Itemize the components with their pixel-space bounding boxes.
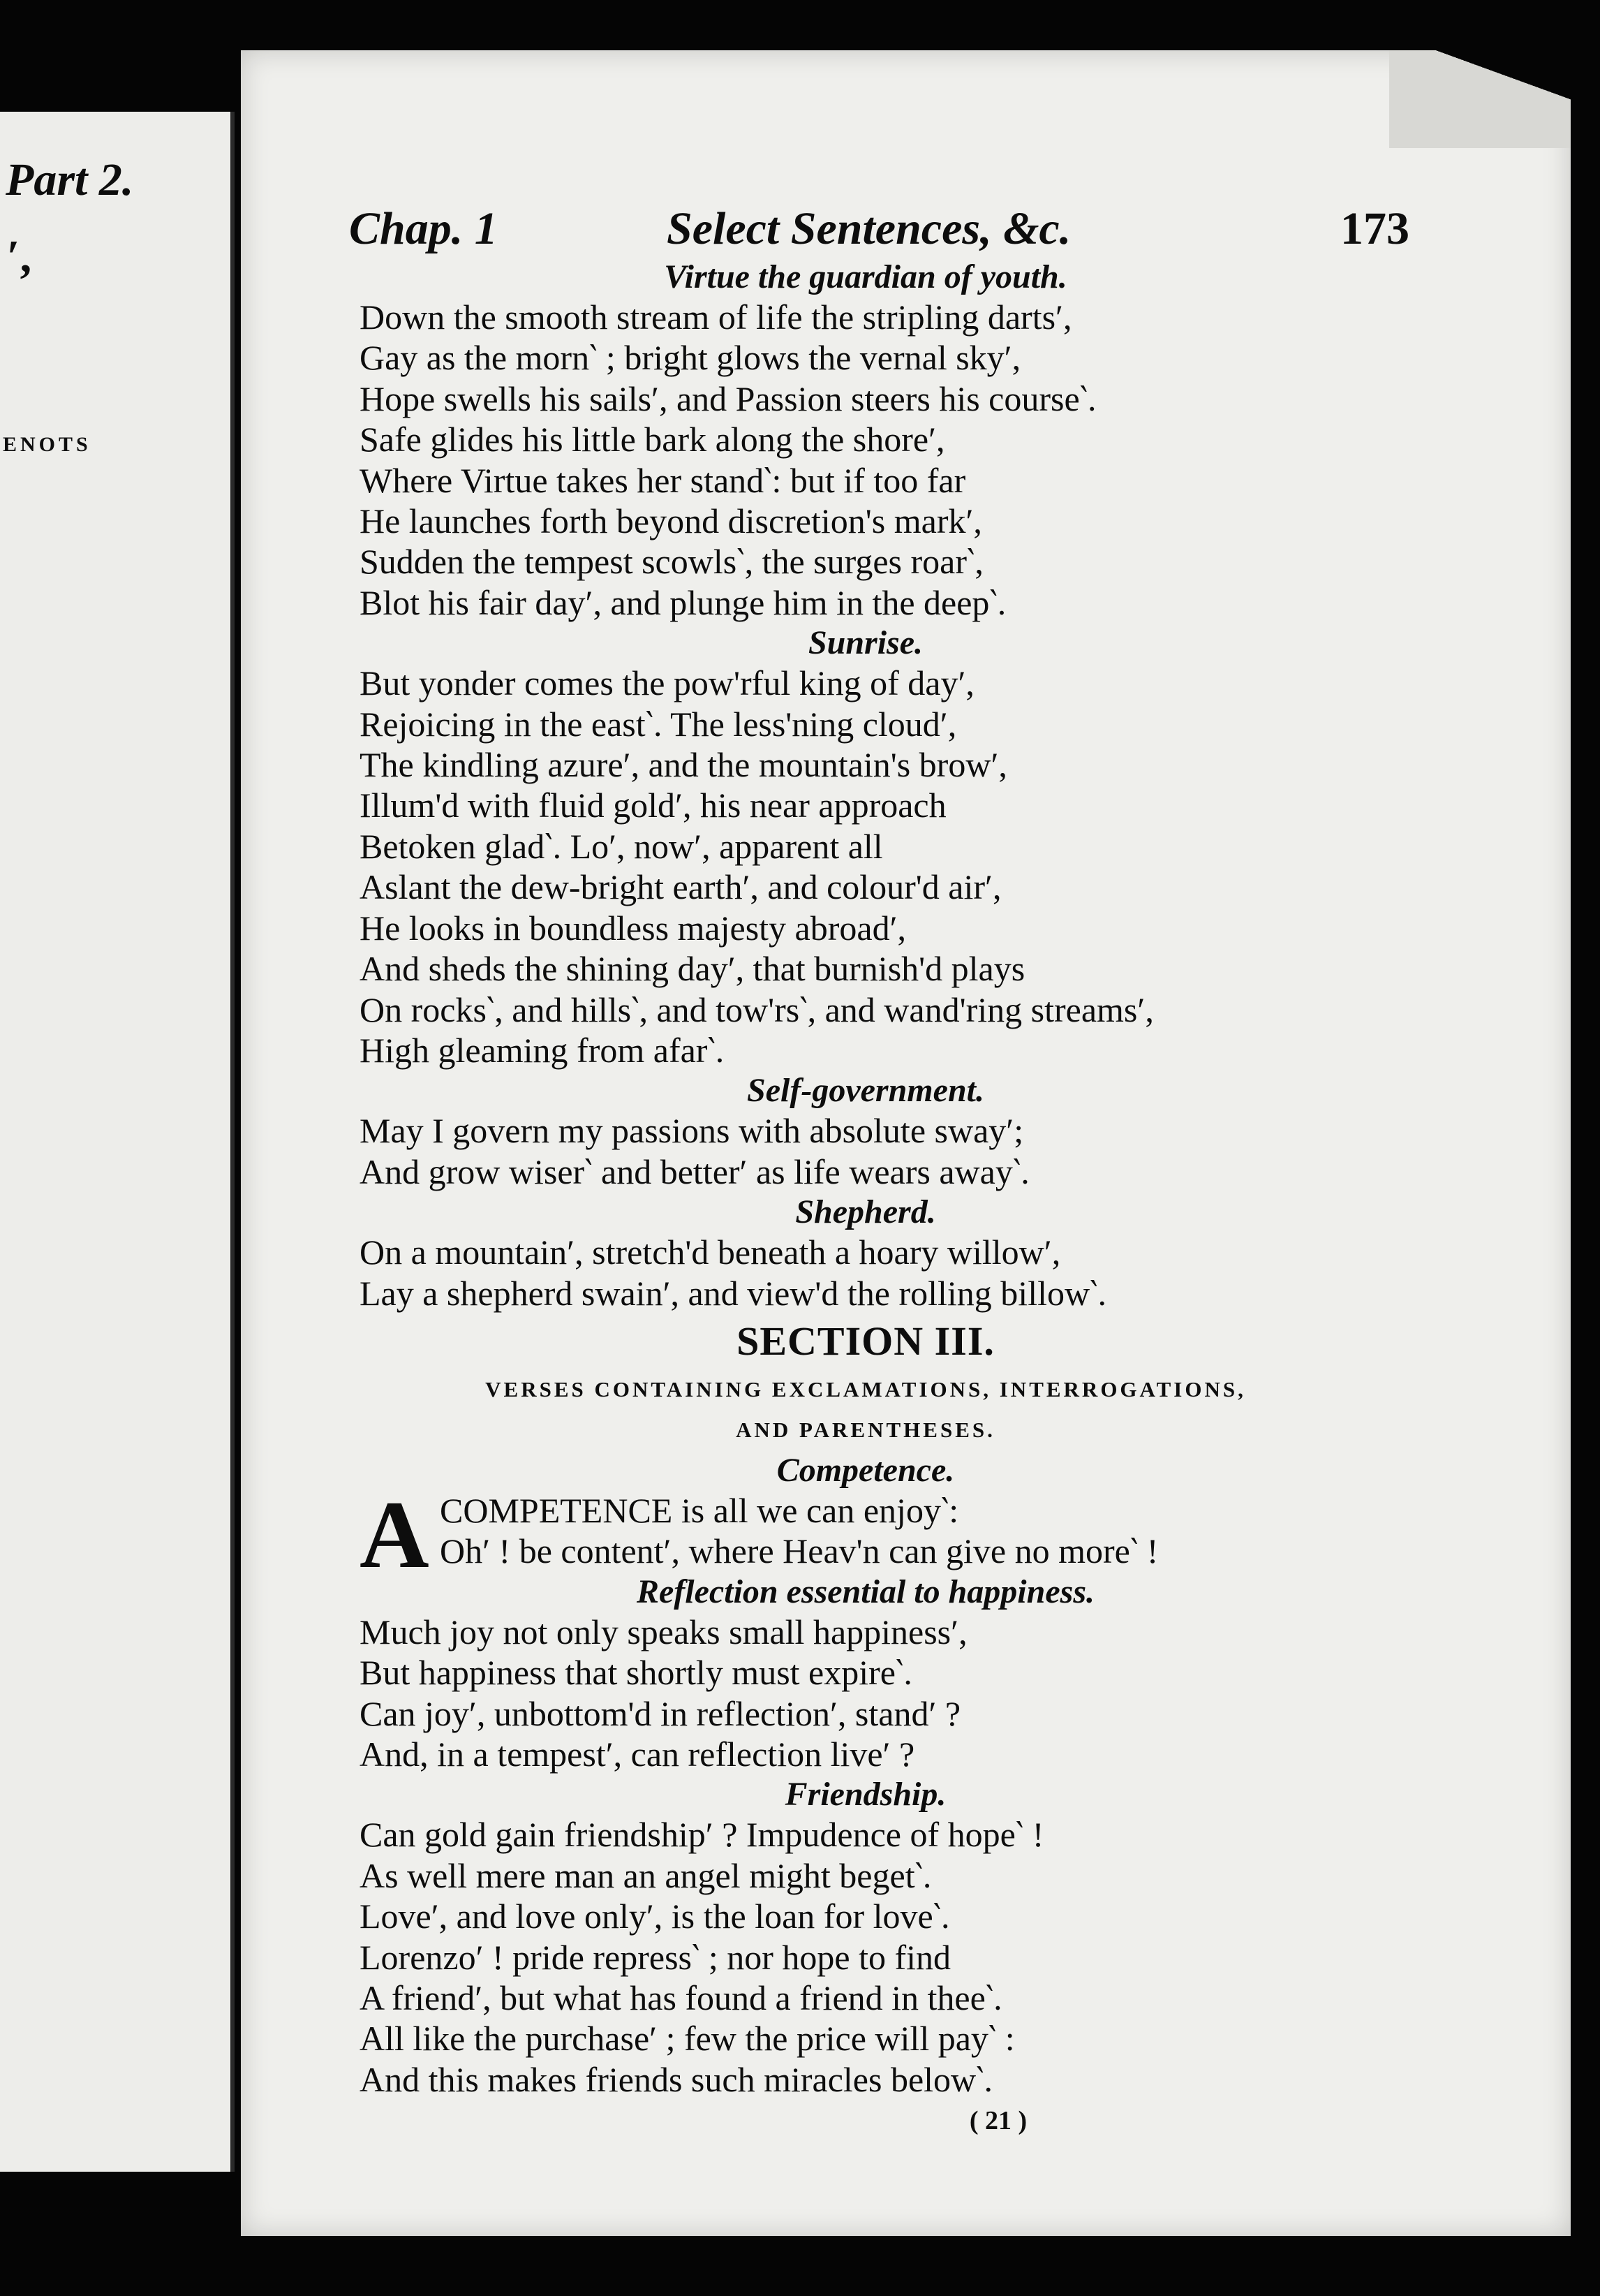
left-page-mark: ′, (7, 231, 32, 282)
verse-line: Gay as the morn‵ ; bright glows the vernal sky′, (360, 338, 1021, 378)
competence-stanza (360, 1480, 1372, 1588)
verse-line: As well mere man an angel might beget‵. (360, 1855, 932, 1895)
verse-line: He looks in boundless majesty abroad′, (360, 908, 907, 948)
verse-line: On rocks‵, and hills‵, and tow'rs‵, and wand'ring streams′, (360, 989, 1154, 1029)
poem-heading-virtue: Virtue the guardian of youth. (664, 258, 1067, 295)
verse-line: May I govern my passions with absolute sway′; (360, 1111, 1024, 1151)
verse-line: Hope swells his sails′, and Passion steers his course‵. (360, 378, 1097, 418)
verse-line: Safe glides his little bark along the shore′, (360, 420, 945, 459)
verse-line: And, in a tempest′, can reflection live′ ? (360, 1734, 915, 1774)
verse-line: Down the smooth stream of life the stripling darts′, (360, 297, 1072, 337)
verse-line: Betoken glad‵. Lo′, now′, apparent all (360, 826, 883, 866)
verse-line: High gleaming from afar‵. (360, 1030, 725, 1070)
verse-line: Blot his fair day′, and plunge him in the deep‵. (360, 582, 1007, 622)
left-page-runhead: ENOTS (3, 433, 91, 456)
verse-line: And sheds the shining day′, that burnish'd plays (360, 949, 1025, 989)
page-text (360, 257, 1372, 2142)
running-head-title: Select Sentences, &c. (667, 203, 1072, 254)
verse-line: COMPETENCE is all we can enjoy‵: (440, 1490, 959, 1530)
verse-line: Aslant the dew-bright earth′, and colour'd air′, (360, 867, 1002, 907)
verse-line: Where Virtue takes her stand‵: but if too far (360, 460, 966, 500)
verse-line: Can gold gain friendship′ ? Impudence of hope‵ ! (360, 1815, 1044, 1855)
running-head-chapter: Chap. 1 (349, 203, 498, 254)
verse-line: Lay a shepherd swain′, and view'd the rolling billow‵. (360, 1273, 1106, 1313)
poem-heading-self-government: Self-government. (747, 1072, 984, 1110)
drop-cap: A (360, 1480, 429, 1588)
verse-line: Rejoicing in the east‵. The less'ning cloud′, (360, 704, 957, 744)
scan-bottom-edge (230, 2236, 1600, 2296)
poem-heading-competence: Competence. (776, 1451, 955, 1489)
left-page-fragment (0, 112, 235, 2172)
section-subtitle: AND PARENTHESES. (736, 1417, 995, 1442)
page-corner (1389, 50, 1571, 148)
poem-heading-friendship: Friendship. (785, 1776, 947, 1813)
verse-line: Love′, and love only′, is the loan for love‵. (360, 1897, 950, 1936)
verse-line: And grow wiser‵ and better′ as life wears away‵. (360, 1151, 1030, 1191)
poem-heading-sunrise: Sunrise. (808, 624, 924, 662)
verse-line: All like the purchase′ ; few the price will pay‵ : (360, 2019, 1015, 2059)
verse-line: Sudden the tempest scowls‵, the surges roar‵, (360, 542, 984, 582)
left-page-part-label: Part 2. (6, 154, 134, 205)
poem-heading-shepherd: Shepherd. (795, 1193, 936, 1231)
verse-line: Much joy not only speaks small happiness′, (360, 1612, 968, 1651)
verse-line: He launches forth beyond discretion's mark′, (360, 501, 982, 541)
verse-line: And this makes friends such miracles below‵. (360, 2059, 993, 2099)
poem-heading-reflection: Reflection essential to happiness. (636, 1573, 1095, 1610)
page-number: 173 (1340, 203, 1409, 254)
verse-line: The kindling azure′, and the mountain's brow′, (360, 745, 1007, 785)
verse-line: On a mountain′, stretch'd beneath a hoary willow′, (360, 1232, 1061, 1272)
verse-line: But happiness that shortly must expire‵. (360, 1653, 912, 1693)
verse-line: Lorenzo′ ! pride repress‵ ; nor hope to find (360, 1937, 951, 1977)
verse-line: Illum'd with fluid gold′, his near approach (360, 786, 947, 825)
verse-line: Can joy′, unbottom'd in reflection′, stand′ ? (360, 1693, 961, 1733)
verse-line: A friend′, but what has found a friend in thee‵. (360, 1978, 1002, 2017)
section-subtitle: VERSES CONTAINING EXCLAMATIONS, INTERROGATIONS, (485, 1376, 1246, 1401)
verse-line: But yonder comes the pow'rful king of day′, (360, 663, 975, 703)
section-title: SECTION III. (736, 1318, 995, 1364)
signature-mark: ( 21 ) (969, 2106, 1028, 2136)
verse-line: Oh′ ! be content′, where Heav'n can give no more‵ ! (440, 1531, 1159, 1571)
